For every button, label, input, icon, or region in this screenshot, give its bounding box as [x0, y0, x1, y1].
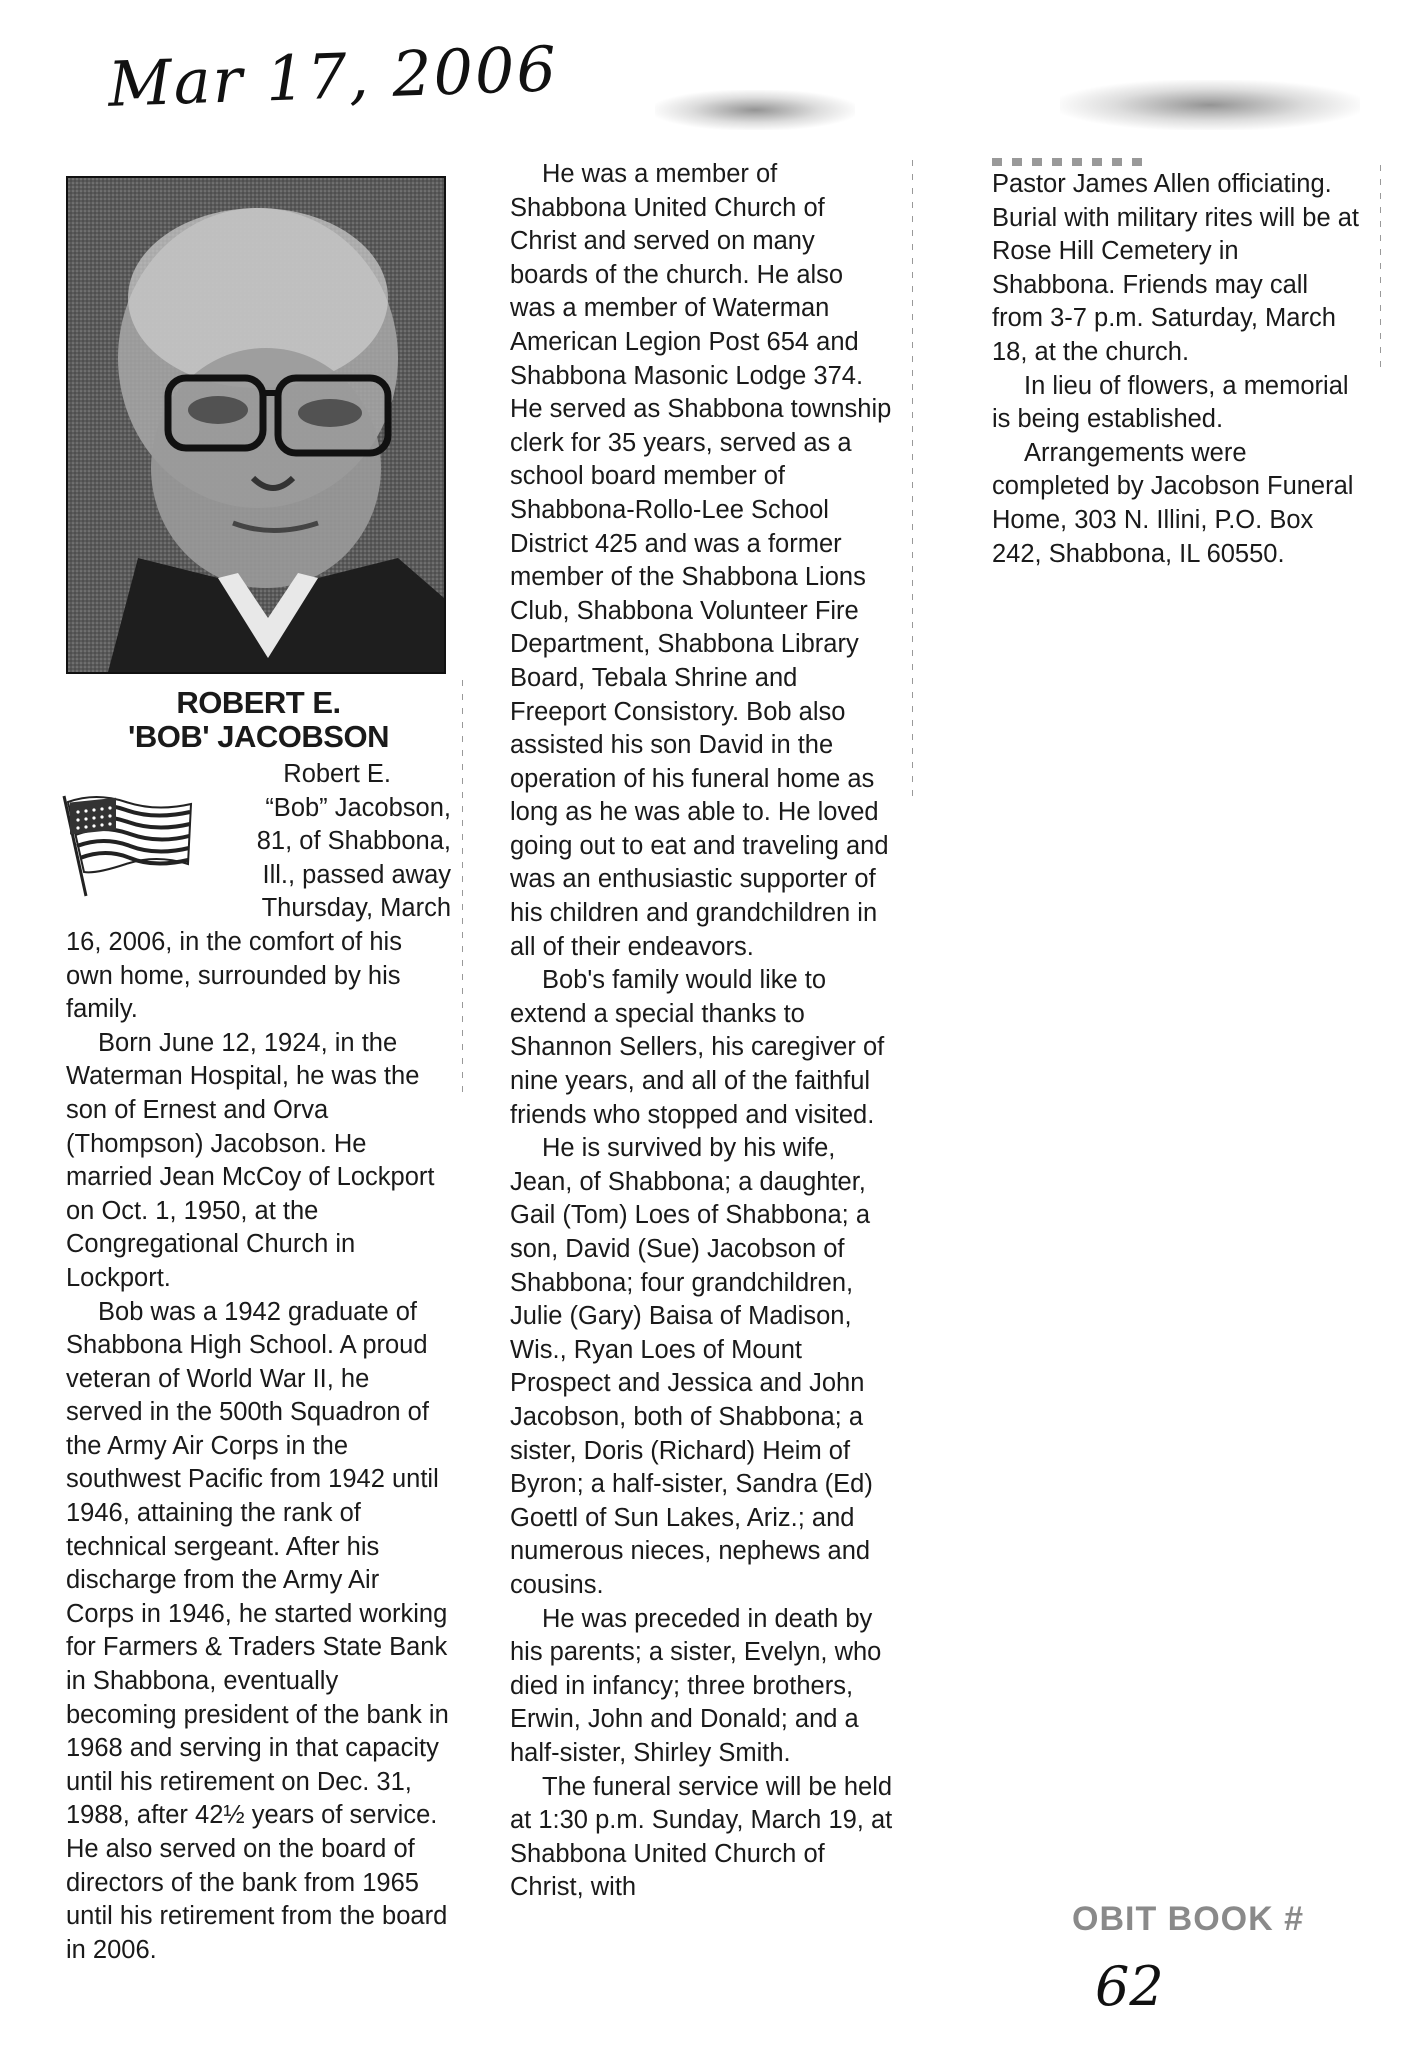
body-paragraph: He was preceded in death by his parents; a sister, Evelyn, who died in infancy; three brothers, Erwin, John and Donald; and a half-sister, Shirley Smith. — [510, 1604, 882, 1767]
body-paragraph: Bob's family would like to extend a special thanks to Shannon Sellers, his caregiver of nine years, and all of the faithful friends who stopped and visited. — [510, 966, 885, 1129]
handwritten-date: Mar 17, 2006 — [106, 32, 560, 121]
column-1 — [66, 176, 451, 1967]
american-flag-icon — [56, 784, 196, 904]
body-paragraph: Born June 12, 1924, in the Waterman Hospital, he was the son of Ernest and Orva (Thompson) Jacobson. He married Jean McCoy of Lockport on Oct. 1, 1950, at the Congregational Church in Lockport. — [66, 1028, 435, 1292]
column-3 — [992, 158, 1362, 571]
portrait-photo — [66, 176, 446, 674]
column-divider — [912, 160, 913, 800]
body-paragraph: Pastor James Allen officiating. Burial with military rites will be at Rose Hill Cemetery in Shabbona. Friends may call from 3-7 p.m. Saturday, March 18, at the church. — [992, 170, 1360, 366]
lead-line: “Bob” Jacobson, — [265, 793, 451, 822]
body-paragraph: Arrangements were completed by Jacobson Funeral Home, 303 N. Illini, P.O. Box 242, Shabbona, IL 60550. — [992, 438, 1354, 568]
headline-line-1: ROBERT E. — [176, 685, 341, 720]
scan-smudge — [1060, 80, 1360, 130]
body-paragraph: Bob was a 1942 graduate of Shabbona High School. A proud veteran of World War II, he served in the 500th Squadron of the Army Air Corps in the southwest Pacific from 1942 until 1946, attaining the rank of technical sergeant. After his discharge from the Army Air Corps in 1946, he started working for Farmers & Traders State Bank in Shabbona, eventually becoming president of the bank in 1968 and serving in that capacity until his retirement on Dec. 31, 1988, after 42½ years of service. He also served on the board of directors of the bank from 1965 until his retirement from the board in 2006. — [66, 1297, 449, 1964]
column-divider — [462, 680, 463, 1100]
obit-book-stamp: OBIT BOOK # — [1072, 1900, 1305, 1938]
column-divider — [1380, 165, 1381, 375]
column-2 — [510, 158, 895, 1905]
scan-smudge — [655, 90, 855, 130]
headline-line-2: 'BOB' JACOBSON — [128, 719, 389, 754]
body-paragraph: He was a member of Shabbona United Church of Christ and served on many boards of the church. He also was a member of Waterman American Legion Post 654 and Shabbona Masonic Lodge 374. He served as Shabbona township clerk for 35 years, served as a school board member of Shabbona-Rollo-Lee School District 425 and was a former member of the Shabbona Lions Club, Shabbona Volunteer Fire Department, Shabbona Library Board, Tebala Shrine and Freeport Consistory. Bob also assisted his son David in the operation of his funeral home as long as he was able to. He loved going out to eat and traveling and was an enthusiastic supporter of his children and grandchildren in all of their endeavors. — [510, 160, 892, 961]
cut-off-text-fragment — [992, 158, 1142, 166]
lead-line: Thursday, March — [261, 894, 451, 923]
body-paragraph: In lieu of flowers, a memorial is being established. — [992, 371, 1349, 434]
portrait-image — [68, 178, 444, 672]
lead-continuation: 16, 2006, in the comfort of his own home, surrounded by his family. — [66, 927, 402, 1024]
lead-line: Robert E. — [283, 760, 391, 788]
handwritten-book-number: 62 — [1095, 1955, 1164, 2018]
body-paragraph: He is survived by his wife, Jean, of Shabbona; a daughter, Gail (Tom) Loes of Shabbona; a son, David (Sue) Jacobson of Shabbona; four grandchildren, Julie (Gary) Baisa of Madison, Wis., Ryan Loes of Mount Prospect and Jessica and John Jacobson, both of Shabbona; a sister, Doris (Richard) Heim of Byron; a half-sister, Sandra (Ed) Goettl of Sun Lakes, Ariz.; and numerous nieces, nephews and cousins. — [510, 1134, 873, 1599]
lead-paragraph — [66, 758, 451, 1027]
lead-line: Ill., passed away — [262, 860, 451, 889]
lead-line: 81, of Shabbona, — [256, 827, 451, 856]
body-paragraph: The funeral service will be held at 1:30 p.m. Sunday, March 19, at Shabbona United Church of Christ, with — [510, 1772, 893, 1902]
obituary-headline — [66, 686, 451, 754]
